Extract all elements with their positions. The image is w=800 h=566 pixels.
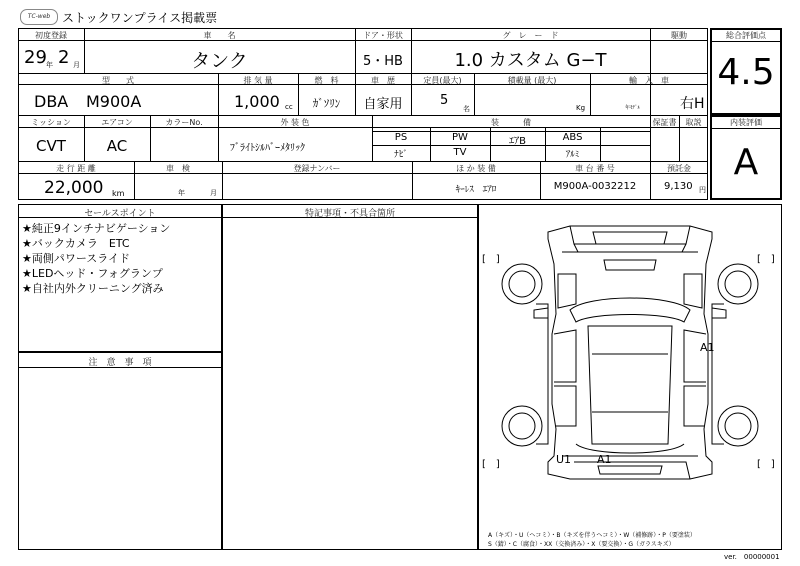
doors-body: 5・HB xyxy=(363,54,403,69)
km-unit: km xyxy=(112,189,125,198)
mission: CVT xyxy=(36,137,66,155)
label-mission: ミッション xyxy=(31,118,71,127)
equipment-cell: ｴｱB xyxy=(509,136,526,147)
damage-mark: A1 xyxy=(597,453,612,466)
label-model: 型 式 xyxy=(102,76,134,85)
caution-panel xyxy=(18,352,222,550)
month-unit: 月 xyxy=(73,61,80,69)
label-caution: 注 意 事 項 xyxy=(88,358,152,368)
equipment-cell: PW xyxy=(452,132,468,143)
label-displacement: 排 気 量 xyxy=(243,76,273,85)
model-prefix: DBA xyxy=(34,92,69,111)
capacity-unit: 名 xyxy=(463,105,470,113)
reg-month: 2 xyxy=(58,47,70,68)
capacity: 5 xyxy=(440,93,449,108)
label-import: 輸 入 車 xyxy=(629,76,669,85)
interior-score: A xyxy=(733,142,759,183)
label-chassis-no: 車 台 番 号 xyxy=(575,164,615,173)
label-capacity: 定員(最大) xyxy=(423,76,462,85)
label-aircon: エアコン xyxy=(101,118,133,127)
year-unit: 年 xyxy=(46,61,53,69)
overall-score: 4.5 xyxy=(717,52,775,93)
diagram-legend: S（錆）・C（腐食）・XX（交換済み）・X（要交換）・G（ガラスキズ） xyxy=(488,541,675,548)
label-warranty: 保証書 xyxy=(652,118,677,127)
model-code: M900A xyxy=(86,92,142,111)
label-history: 車 歴 xyxy=(371,76,395,85)
deposit: 9,130 xyxy=(664,181,693,192)
page-title: ストックワンプライス掲載票 xyxy=(62,11,218,25)
label-deposit: 預託金 xyxy=(667,164,691,173)
displacement: 1,000 xyxy=(234,92,280,111)
reg-year: 29 xyxy=(24,47,47,68)
damage-mark: A1 xyxy=(700,341,715,354)
car-name: タンク xyxy=(191,50,248,72)
diagram-legend: A（キズ）・U（ヘコミ）・B（キズを伴うヘコミ）・W（補修跡）・P（要塗装） xyxy=(488,532,696,539)
label-mileage: 走 行 距 離 xyxy=(56,164,96,173)
equipment-cell: ABS xyxy=(562,132,583,143)
label-grade: グ レ ー ド xyxy=(502,31,559,40)
label-overall-score: 総合評価点 xyxy=(726,31,766,40)
label-manual: 取説 xyxy=(685,118,702,127)
equipment-cell: ｱﾙﾐ xyxy=(565,150,580,160)
equipment-cell: TV xyxy=(453,147,467,158)
brand-logo: TC-web xyxy=(20,9,58,25)
equipment-cell: PS xyxy=(394,132,408,143)
damage-bracket: [ ] xyxy=(757,459,775,470)
remarks-panel xyxy=(222,204,478,550)
history: 自家用 xyxy=(363,97,403,112)
year-model-unit: 年ﾓﾃﾞﾙ xyxy=(625,105,641,111)
label-first-registration: 初度登録 xyxy=(35,31,67,40)
damage-bracket: [ ] xyxy=(757,254,775,265)
label-reg-number: 登録ナンバー xyxy=(293,164,341,173)
damage-bracket: [ ] xyxy=(482,254,500,265)
label-sales-point: セールスポイント xyxy=(84,209,156,219)
inspection-month-unit: 月 xyxy=(210,189,217,197)
label-equipment: 装 備 xyxy=(491,118,531,127)
version-label: ver. 00000001 xyxy=(724,553,780,561)
equipment-cell: ﾅﾋﾞ xyxy=(394,150,408,160)
steering: 右H xyxy=(680,96,705,112)
label-other-equipment: ほ か 装 備 xyxy=(456,164,496,173)
label-load: 積載量 (最大) xyxy=(507,76,557,85)
other-equipment: ｷｰﾚｽ ｴｱﾛ xyxy=(455,185,497,195)
list-item: ★LEDヘッド・フォグランプ xyxy=(22,267,163,280)
aircon: AC xyxy=(106,137,128,155)
label-interior-score: 内装評価 xyxy=(730,118,762,127)
mileage: 22,000 xyxy=(44,178,104,198)
list-item: ★純正9インチナビゲーション xyxy=(22,222,171,235)
yen-unit: 円 xyxy=(699,186,706,194)
label-fuel: 燃 料 xyxy=(314,76,339,85)
label-remarks: 特記事項・不具合箇所 xyxy=(304,209,395,219)
label-car-name: 車 名 xyxy=(203,31,236,40)
list-item: ★バックカメラ ETC xyxy=(22,237,130,250)
exterior-color: ﾌﾞﾗｲﾄｼﾙﾊﾞｰﾒﾀﾘｯｸ xyxy=(230,143,305,154)
label-drive: 駆動 xyxy=(671,31,687,40)
car-body-diagram xyxy=(478,204,782,550)
list-item: ★両側パワースライド xyxy=(22,252,130,265)
label-color-no: カラーNo. xyxy=(165,118,203,127)
fuel: ｶﾞｿﾘﾝ xyxy=(312,97,341,110)
cc-unit: cc xyxy=(285,103,293,111)
label-inspection: 車 検 xyxy=(166,164,190,173)
label-exterior-color: 外 装 色 xyxy=(280,118,310,127)
damage-bracket: [ ] xyxy=(482,459,500,470)
label-doors-body: ドア・形状 xyxy=(363,31,403,40)
inspection-year-unit: 年 xyxy=(178,189,185,197)
list-item: ★自社内外クリーニング済み xyxy=(22,282,164,295)
sales-point-list xyxy=(22,221,170,296)
load-unit: Kg xyxy=(576,104,586,112)
grade: 1.0 カスタム G−T xyxy=(454,50,607,71)
damage-mark: U1 xyxy=(556,453,572,466)
chassis-no: M900A-0032212 xyxy=(553,181,637,192)
